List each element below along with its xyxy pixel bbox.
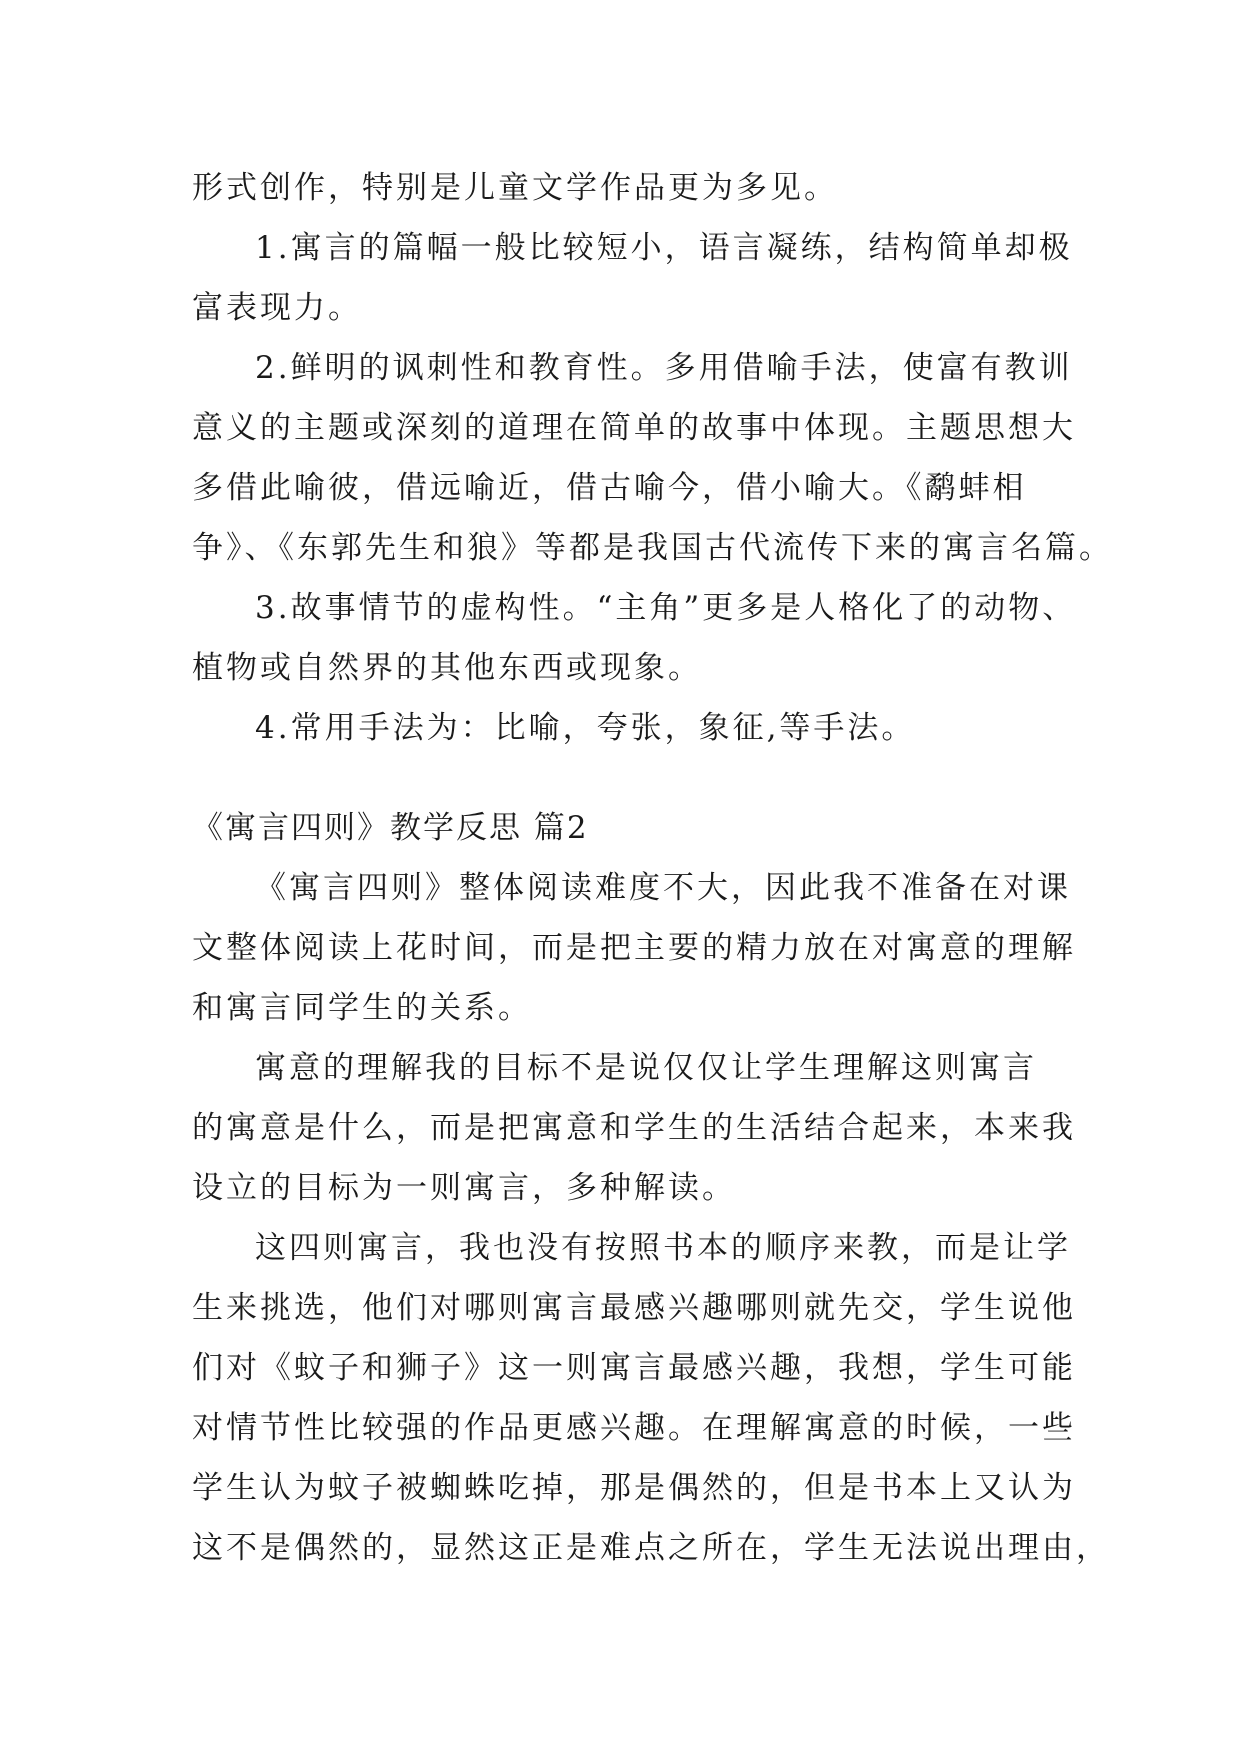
text-line: 4.常用手法为：比喻，夸张，象征,等手法。: [255, 710, 916, 746]
text-line: 寓意的理解我的目标不是说仅仅让学生理解这则寓言: [255, 1050, 1037, 1086]
text-line: 们对《蚊子和狮子》这一则寓言最感兴趣，我想，学生可能: [192, 1350, 1076, 1386]
text-line: 《寓言四则》整体阅读难度不大，因此我不准备在对课: [255, 870, 1071, 906]
text-line: 富表现力。: [192, 290, 362, 326]
text-line: 学生认为蚊子被蜘蛛吃掉，那是偶然的，但是书本上又认为: [192, 1470, 1076, 1506]
text-line: 多借此喻彼，借远喻近，借古喻今，借小喻大。《鹬蚌相: [192, 470, 1027, 506]
text-line: 1.寓言的篇幅一般比较短小，语言凝练，结构简单却极: [255, 230, 1073, 266]
text-line: 意义的主题或深刻的道理在简单的故事中体现。主题思想大: [192, 410, 1076, 446]
text-line: 3.故事情节的虚构性。“主角”更多是人格化了的动物、: [255, 590, 1077, 626]
text-line: 争》、《东郭先生和狼》等都是我国古代流传下来的寓言名篇。: [192, 530, 1113, 566]
text-line: 和寓言同学生的关系。: [192, 990, 532, 1026]
text-line: 2.鲜明的讽刺性和教育性。多用借喻手法，使富有教训: [255, 350, 1073, 386]
text-line: 对情节性比较强的作品更感兴趣。在理解寓意的时候，一些: [192, 1410, 1076, 1446]
text-line: 这不是偶然的，显然这正是难点之所在，学生无法说出理由，: [192, 1530, 1110, 1566]
section-heading: 《寓言四则》教学反思 篇2: [192, 810, 589, 846]
text-line: 设立的目标为一则寓言，多种解读。: [192, 1170, 736, 1206]
text-line: 植物或自然界的其他东西或现象。: [192, 650, 702, 686]
text-line: 的寓意是什么，而是把寓意和学生的生活结合起来，本来我: [192, 1110, 1076, 1146]
text-line: 生来挑选，他们对哪则寓言最感兴趣哪则就先交，学生说他: [192, 1290, 1076, 1326]
text-line: 形式创作，特别是儿童文学作品更为多见。: [192, 170, 838, 206]
text-line: 这四则寓言，我也没有按照书本的顺序来教，而是让学: [255, 1230, 1071, 1266]
text-line: 文整体阅读上花时间，而是把主要的精力放在对寓意的理解: [192, 930, 1076, 966]
